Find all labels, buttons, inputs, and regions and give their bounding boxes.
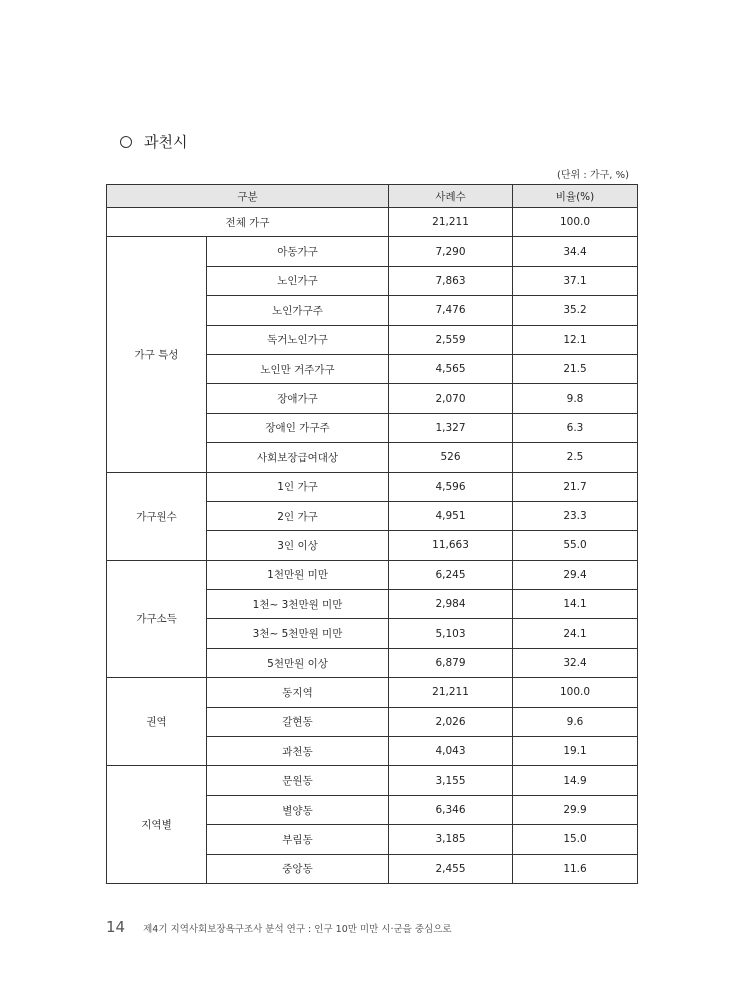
total-ratio: 100.0	[513, 208, 638, 237]
row-label: 별양동	[207, 795, 389, 824]
unit-note: (단위 : 가구, %)	[556, 170, 629, 181]
row-ratio: 2.5	[513, 443, 638, 472]
row-label: 1천만원 미만	[207, 560, 389, 589]
row-ratio: 37.1	[513, 266, 638, 295]
row-ratio: 29.9	[513, 795, 638, 824]
row-label: 3인 이상	[207, 531, 389, 560]
row-count: 6,245	[389, 560, 513, 589]
row-label: 중앙동	[207, 854, 389, 883]
row-label: 과천동	[207, 737, 389, 766]
running-title: 제4기 지역사회보장욕구조사 분석 연구 : 인구 10만 미만 시·군을 중심으로	[143, 924, 452, 935]
row-ratio: 21.5	[513, 354, 638, 383]
row-ratio: 19.1	[513, 737, 638, 766]
row-count: 4,043	[389, 737, 513, 766]
row-ratio: 55.0	[513, 531, 638, 560]
table-header-row	[107, 185, 638, 208]
row-label: 2인 가구	[207, 501, 389, 530]
row-label: 문원동	[207, 766, 389, 795]
row-ratio: 9.6	[513, 707, 638, 736]
page-footer	[106, 918, 452, 936]
row-ratio: 24.1	[513, 619, 638, 648]
header-category: 구분	[107, 185, 389, 208]
header-ratio: 비율(%)	[513, 185, 638, 208]
row-ratio: 100.0	[513, 678, 638, 707]
row-count: 3,155	[389, 766, 513, 795]
table-row	[107, 678, 638, 707]
row-ratio: 32.4	[513, 648, 638, 677]
total-count: 21,211	[389, 208, 513, 237]
page-number: 14	[106, 918, 126, 936]
table-row	[107, 560, 638, 589]
row-label: 독거노인가구	[207, 325, 389, 354]
total-label: 전체 가구	[107, 208, 389, 237]
row-label: 노인가구	[207, 266, 389, 295]
row-count: 2,026	[389, 707, 513, 736]
row-count: 6,879	[389, 648, 513, 677]
row-ratio: 14.9	[513, 766, 638, 795]
row-count: 4,565	[389, 354, 513, 383]
row-count: 526	[389, 443, 513, 472]
row-count: 11,663	[389, 531, 513, 560]
row-count: 2,984	[389, 590, 513, 619]
group-label: 가구원수	[107, 472, 207, 560]
row-count: 2,455	[389, 854, 513, 883]
row-ratio: 11.6	[513, 854, 638, 883]
table-row	[107, 766, 638, 795]
row-count: 6,346	[389, 795, 513, 824]
circle-bullet-icon	[120, 136, 132, 148]
row-label: 1천~ 3천만원 미만	[207, 590, 389, 619]
row-ratio: 23.3	[513, 501, 638, 530]
row-label: 1인 가구	[207, 472, 389, 501]
row-ratio: 35.2	[513, 296, 638, 325]
table-row	[107, 237, 638, 266]
row-ratio: 14.1	[513, 590, 638, 619]
row-label: 노인가구주	[207, 296, 389, 325]
row-ratio: 29.4	[513, 560, 638, 589]
header-count: 사례수	[389, 185, 513, 208]
row-ratio: 34.4	[513, 237, 638, 266]
row-label: 동지역	[207, 678, 389, 707]
row-count: 7,290	[389, 237, 513, 266]
statistics-table	[106, 184, 638, 884]
row-count: 1,327	[389, 413, 513, 442]
table-body	[107, 208, 638, 884]
row-count: 2,070	[389, 384, 513, 413]
row-ratio: 12.1	[513, 325, 638, 354]
row-label: 장애가구	[207, 384, 389, 413]
section-title: 과천시	[144, 133, 188, 151]
group-label: 가구 특성	[107, 237, 207, 472]
row-ratio: 15.0	[513, 825, 638, 854]
row-count: 7,863	[389, 266, 513, 295]
table-row	[107, 472, 638, 501]
row-label: 부림동	[207, 825, 389, 854]
row-ratio: 6.3	[513, 413, 638, 442]
row-label: 아동가구	[207, 237, 389, 266]
row-label: 장애인 가구주	[207, 413, 389, 442]
row-count: 4,596	[389, 472, 513, 501]
row-ratio: 9.8	[513, 384, 638, 413]
group-label: 권역	[107, 678, 207, 766]
total-row	[107, 208, 638, 237]
row-count: 2,559	[389, 325, 513, 354]
row-label: 사회보장급여대상	[207, 443, 389, 472]
row-count: 21,211	[389, 678, 513, 707]
row-ratio: 21.7	[513, 472, 638, 501]
row-count: 4,951	[389, 501, 513, 530]
group-label: 지역별	[107, 766, 207, 884]
row-label: 3천~ 5천만원 미만	[207, 619, 389, 648]
row-count: 7,476	[389, 296, 513, 325]
row-label: 5천만원 이상	[207, 648, 389, 677]
row-count: 3,185	[389, 825, 513, 854]
group-label: 가구소득	[107, 560, 207, 678]
row-label: 갈현동	[207, 707, 389, 736]
row-label: 노인만 거주가구	[207, 354, 389, 383]
section-heading	[120, 131, 187, 152]
row-count: 5,103	[389, 619, 513, 648]
